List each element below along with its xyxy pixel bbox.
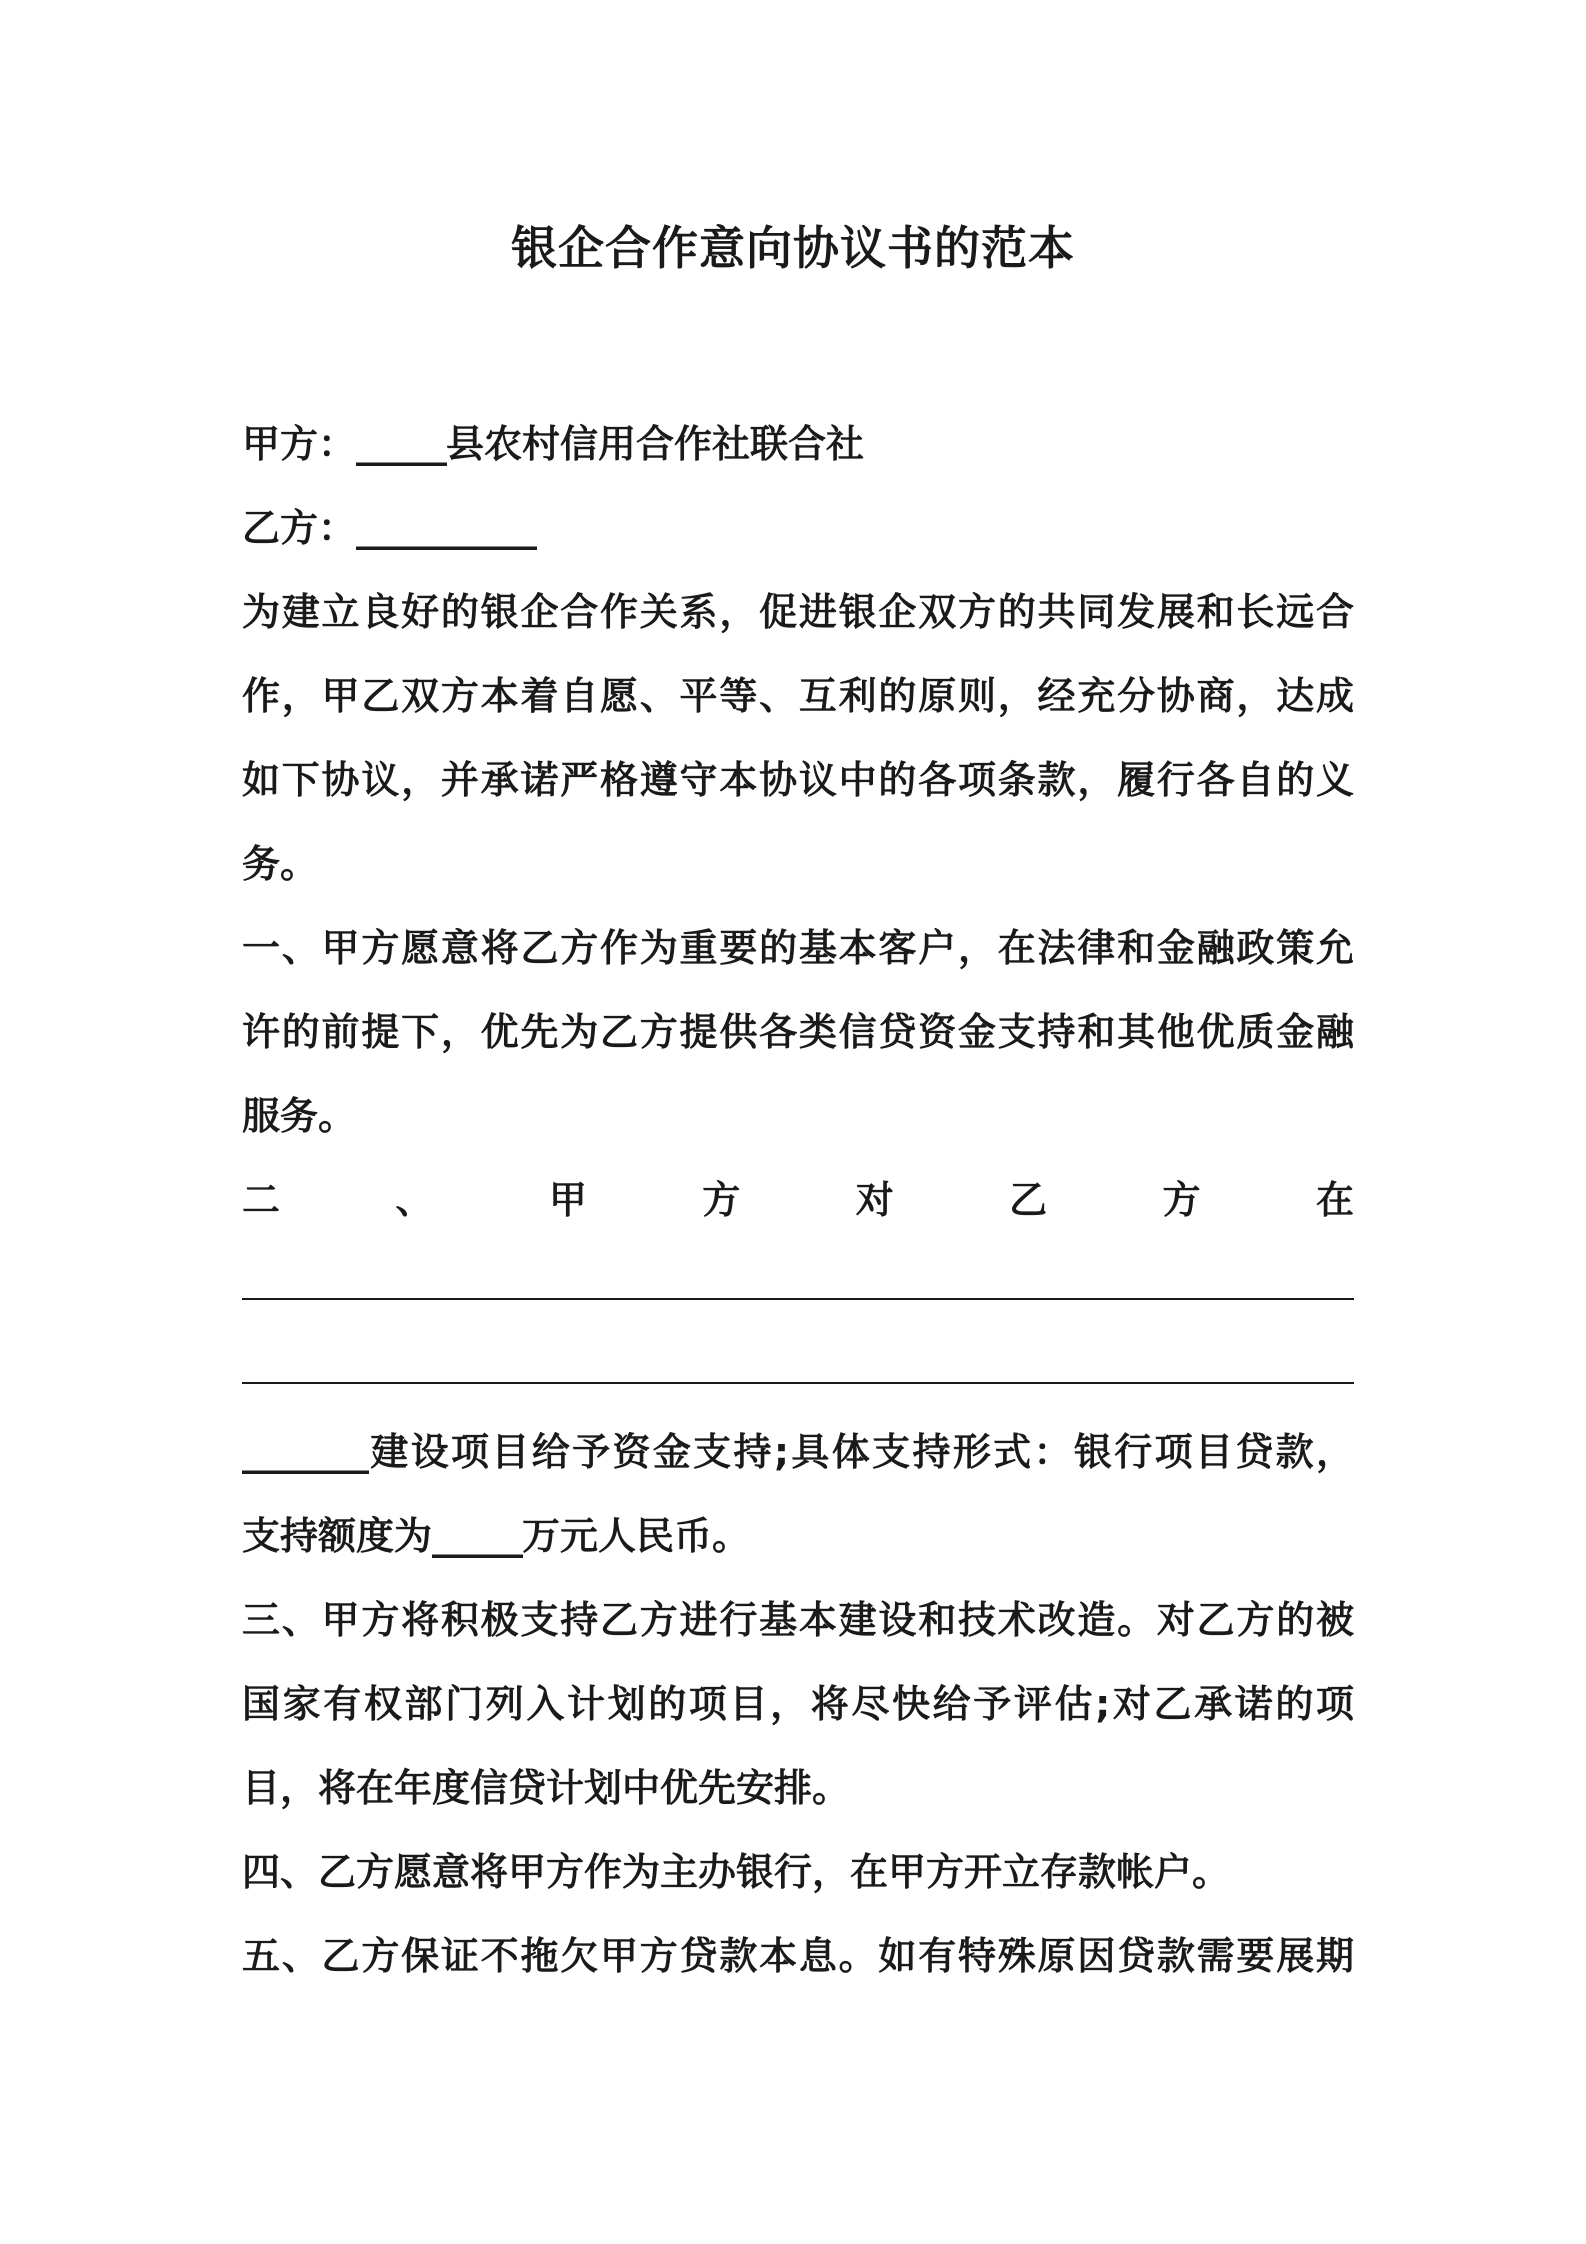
clause-2-blank-start: _______	[242, 1430, 368, 1474]
clause-2-char: 二	[242, 1178, 281, 1222]
clause-2-line	[242, 1410, 1354, 1494]
clause-2-spread-line	[242, 1158, 1354, 1242]
clause-2-blank-line	[242, 1326, 1354, 1410]
clause-1-line: 许的前提下，优先为乙方提供各类信贷资金支持和其他优质金融	[242, 1010, 1354, 1054]
party-a-label: 甲方：	[242, 422, 357, 466]
clause-2-blank-line	[242, 1242, 1354, 1326]
clause-2-char: 乙	[1009, 1178, 1048, 1222]
blank-rule	[242, 1382, 1354, 1384]
clause-1-line: 服务。	[242, 1094, 357, 1138]
clause-5-line: 五、乙方保证不拖欠甲方贷款本息。如有特殊原因贷款需要展期	[242, 1934, 1354, 1978]
amount-suffix: 万元人民币。	[522, 1514, 751, 1558]
document-body	[242, 402, 1354, 1998]
clause-2-char: 方	[1162, 1178, 1201, 1222]
clause-3-line: 国家有权部门列入计划的项目，将尽快给予评估;对乙承诺的项	[242, 1682, 1354, 1726]
amount-blank: _____	[432, 1514, 523, 1558]
intro-line: 务。	[242, 842, 319, 886]
party-b-label: 乙方：	[242, 506, 357, 550]
clause-4-line: 四、乙方愿意将甲方作为主办银行，在甲方开立存款帐户。	[242, 1850, 1231, 1894]
clause-2-text: 建设项目给予资金支持;具体支持形式：银行项目贷款，	[368, 1430, 1354, 1474]
party-a-name: 县农村信用合作社联合社	[446, 422, 865, 466]
clause-2-char: 方	[702, 1178, 741, 1222]
intro-line: 作，甲乙双方本着自愿、平等、互利的原则，经充分协商，达成	[242, 674, 1354, 718]
clause-2-char: 、	[395, 1178, 434, 1222]
intro-line: 如下协议，并承诺严格遵守本协议中的各项条款，履行各自的义	[242, 758, 1354, 802]
party-a-blank: _____	[356, 422, 447, 466]
blank-rule	[242, 1298, 1354, 1300]
intro-line: 为建立良好的银企合作关系，促进银企双方的共同发展和长远合	[242, 590, 1354, 634]
clause-2-char: 在	[1315, 1178, 1354, 1222]
clause-3-line: 三、甲方将积极支持乙方进行基本建设和技术改造。对乙方的被	[242, 1598, 1354, 1642]
clause-2-line	[242, 1494, 1354, 1578]
clause-3-line: 目，将在年度信贷计划中优先安排。	[242, 1766, 851, 1810]
party-b-blank: __________	[356, 506, 537, 550]
document-title: 银企合作意向协议书的范本	[511, 221, 1075, 275]
amount-prefix: 支持额度为	[242, 1514, 433, 1558]
clause-1-line: 一、甲方愿意将乙方作为重要的基本客户，在法律和金融政策允	[242, 926, 1354, 970]
clause-2-char: 甲	[548, 1178, 587, 1222]
party-b-line	[242, 486, 1354, 570]
clause-2-char: 对	[855, 1178, 894, 1222]
party-a-line	[242, 402, 1354, 486]
